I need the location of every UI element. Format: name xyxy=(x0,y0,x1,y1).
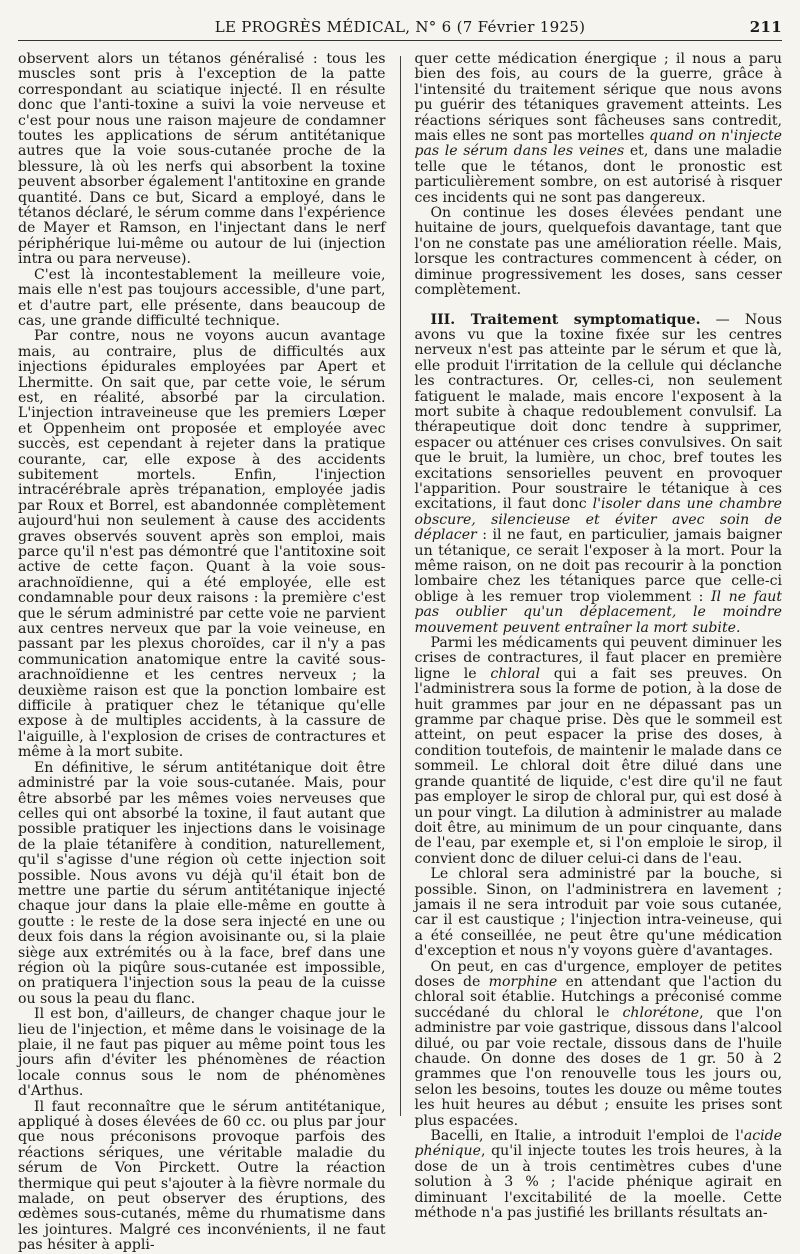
column-divider xyxy=(400,56,401,1116)
text-run: qui a fait ses preuves. On l'administrera sous la forme de potion, à la dose de huit grammes par jour en ne dépassant pas un gramme par chaque prise. Dès que le sommeil est atteint, on peut espacer la prise des doses, à condition toutefois, de maintenir le malade dans ce sommeil. Le chloral doit être dilué dans une grande quantité de liquide, c'est dire qu'il ne faut pas employer le sirop de chloral pur, qui est dosé à un pour vingt. La dilution à administrer au malade doit être, au minimum de un pour cinquante, dans de l'eau, par exemple et, si l'on emploie le sirop, il convient donc de diluer celui-ci dans de l'eau. xyxy=(414,665,783,867)
section-gap xyxy=(415,299,783,313)
text-run: Bacelli, en Italie, a introduit l'emploi de l' xyxy=(430,1128,744,1145)
italic-run: morphine xyxy=(488,973,558,990)
paragraph xyxy=(415,960,783,1129)
paragraph: Il est bon, d'ailleurs, de changer chaque jour le lieu de l'injection, et même dans le voisinage de la plaie, il ne faut pas piquer au même point tous les jours afin d'éviter les phénomènes de réaction locale connus sous le nom de phénomènes d'Arthus. xyxy=(18,1006,386,1100)
text-run: On peut, en cas d'urgence, employer de petites doses de xyxy=(414,958,782,990)
paragraph: Par contre, nous ne voyons aucun avantage mais, au contraire, plus de difficultés aux injections épidurales employées par Apert et Lhermitte. On sait que, par cette voie, le sérum est, en réalité, absorbé par la circulation. L'injection intraveineuse que les premiers Lœper et Oppenheim ont proposée et employée avec succès, est cependant à rejeter dans la pratique courante, car, elle expose à des accidents subitement mortels. Enfin, l'injection intracérébrale après trépanation, employée jadis par Roux et Borrel, est abandonnée complètement aujourd'hui non seulement à cause des accidents graves observés souvent après son emploi, mais parce qu'il n'est pas démontré que l'antitoxine soit active de cette façon. Quant à la voie sous-arachnoïdienne, qui a été employée, elle est condamnable pour deux raisons : la première c'est que le sérum administré par cette voie ne parvient aux centres nerveux que par la voie veineuse, en passant par les plexus choroïdes, car il n'y a pas communication anatomique entre la cavité sous-arachnoïdienne et les centres nerveux ; la deuxième raison est que la ponction lombaire est difficile à pratiquer chez le tétanique qu'elle expose à de multiples accidents, à la cassure de l'aiguille, à l'explosion de crises de contractures et même à la mort subite. xyxy=(18,328,386,761)
left-column xyxy=(18,51,386,1254)
italic-run: chlorétone xyxy=(622,1004,700,1021)
text-run: et, dans une maladie telle que le tétanos, dont le pronostic est particulièrement sombre, on est autorisé à risquer ces incidents qui ne sont pas dangereux. xyxy=(414,143,782,206)
text-run: : il ne faut, en particulier, jamais baigner un tétanique, ce serait l'exposer à la mort. Pour la même raison, on ne doit pas recourir à la ponction lombaire chez les tétaniques parce que celle-ci oblige à les remuer trop violemment : xyxy=(414,527,782,605)
paragraph: En définitive, le sérum antitétanique doit être administré par la voie sous-cutanée. Mais, pour être absorbé par les mêmes voies nerveuses que celles qui ont absorbé la toxine, il faut autant que possible pratiquer les injections dans le voisinage de la plaie tétanifère à condition, naturellement, qu'il s'agisse d'une région où cette injection soit possible. Nous avons vu déjà qu'il était bon de mettre une partie du sérum antitétanique injecté chaque jour dans la plaie elle-même en goutte à goutte : le reste de la dose sera injecté en une ou deux fois dans la région avoisinante ou, si la plaie siège aux extrémités ou à la face, bref dans une région où la piqûre sous-cutanée est impossible, on pratiquera l'injection sous la peau de la cuisse ou sous la peau du flanc. xyxy=(18,759,386,1007)
page-number: 211 xyxy=(749,18,782,36)
paragraph: Il faut reconnaître que le sérum antitétanique, appliqué à doses élevées de 60 cc. ou plus par jour que nous préconisons provoque parfois des réactions sériques, une véritable maladie du sérum de Von Pirckett. Outre la réaction thermique qui peut s'ajouter à la fièvre normale du malade, on peut observer des éruptions, des œdèmes sous-cutanés, même du rhumatisme dans les jointures. Malgré ces inconvénients, il ne faut pas hésiter à appli- xyxy=(18,1098,386,1254)
text-run: quer cette médication énergique ; il nous a paru bien des fois, au cours de la guerre, grâce à l'intensité du traitement sérique que nous avons pu guérir des tétaniques gravement atteints. Les réactions sériques sont fâcheuses sans contredit, mais elles ne sont pas mortelles xyxy=(414,51,782,145)
text-run: , que l'on administre par voie gastrique, dissous dans l'alcool dilué, ou par voie rectale, dissous dans de l'huile chaude. On donne des doses de 1 gr. 50 à 2 grammes que l'on renouvelle tous les jours ou, selon les besoins, toutes les douze ou même toutes les huit heures au début ; ensuite les prises sont plus espacées. xyxy=(414,1004,783,1129)
journal-title: LE PROGRÈS MÉDICAL, N° 6 (7 Février 1925) xyxy=(214,18,586,36)
paragraph: observent alors un tétanos généralisé : tous les muscles sont pris à l'exception de la patte correspondant au sciatique injecté. Il en résulte donc que l'anti-toxine a suivi la voie nerveuse et c'est pour nous une raison majeure de condamner toutes les applications de sérum antitétanique autres que la voie sous-cutanée proche de la blessure, là où les nerfs qui absorbent la toxine peuvent absorber également l'antitoxine en grande quantité. Dans ce but, Sicard a employé, dans le tétanos déclaré, le sérum comme dans l'expérience de Mayer et Ramson, en l'injectant dans le nerf périphérique lui-même ou autour de lui (injection intra ou para nerveuse). xyxy=(18,51,386,268)
paragraph: On continue les doses élevées pendant une huitaine de jours, quelquefois davantage, tant que l'on ne constate pas une amélioration réelle. Mais, lorsque les contractures commencent à céder, on diminue progressivement les doses, sans cesser complètement. xyxy=(414,205,782,299)
text-run: — Nous avons vu que la toxine fixée sur les centres nerveux n'est pas atteinte par le sérum et que là, elle produit l'irritation de la cellule qui déclanche les contractures. Or, celles-ci, non seulement fatiguent le malade, mais encore l'exposent à la mort subite à chaque redoublement convulsif. La thérapeutique doit donc tendre à supprimer, espacer ou atténuer ces crises convulsives. On sait que le bruit, la lumière, un choc, bref toutes les excitations sensorielles peuvent en provoquer l'apparition. Pour soustraire le tétanique à ces excitations, il faut donc xyxy=(414,311,783,513)
text-run: Parmi les médicaments qui peuvent diminuer les crises de contractures, il faut placer en première ligne le xyxy=(414,635,782,682)
right-column xyxy=(414,51,783,1222)
running-header xyxy=(18,14,782,41)
italic-run: acide phénique xyxy=(414,1128,782,1160)
italic-run: chloral xyxy=(490,665,540,682)
paragraph: C'est là incontestablement la meilleure voie, mais elle n'est pas toujours accessible, d'une part, et d'autre part, elle présente, dans beaucoup de cas, une grande difficulté technique. xyxy=(18,266,386,329)
text-run: , qu'il injecte toutes les trois heures, à la dose de un à trois centimètres cubes d'une solution à 3 % ; l'acide phénique agirait en diminuant l'excitabilité de la moelle. Cette méthode n'a pas justifié les brillants résultats an- xyxy=(414,1143,782,1222)
paragraph xyxy=(415,52,783,206)
italic-run: Il ne faut pas oublier qu'un déplacement, le moindre mouvement peuvent entraîner la mort subite. xyxy=(414,588,782,636)
text-columns xyxy=(18,51,783,1254)
text-run: en attendant que l'action du chloral soit établie. Hutchings a préconisé comme succédané du chloral le xyxy=(414,973,782,1021)
paragraph: Le chloral sera administré par la bouche, si possible. Sinon, on l'administrera en lavement ; jamais il ne sera introduit par voie sous cutanée, car il est caustique ; l'injection intra-veineuse, qui a été conseillée, ne peut être qu'une médication d'exception et nous n'y voyons guère d'avantages. xyxy=(414,866,782,960)
paragraph xyxy=(415,1129,783,1221)
paragraph xyxy=(415,313,783,637)
section-heading: III. Traitement symptomatique. xyxy=(430,311,701,328)
italic-run: l'isoler dans une chambre obscure, silencieuse et éviter avec soin de déplacer xyxy=(414,496,782,544)
paragraph xyxy=(415,636,783,867)
italic-run: quand on n'injecte pas le sérum dans les veines xyxy=(414,128,782,160)
